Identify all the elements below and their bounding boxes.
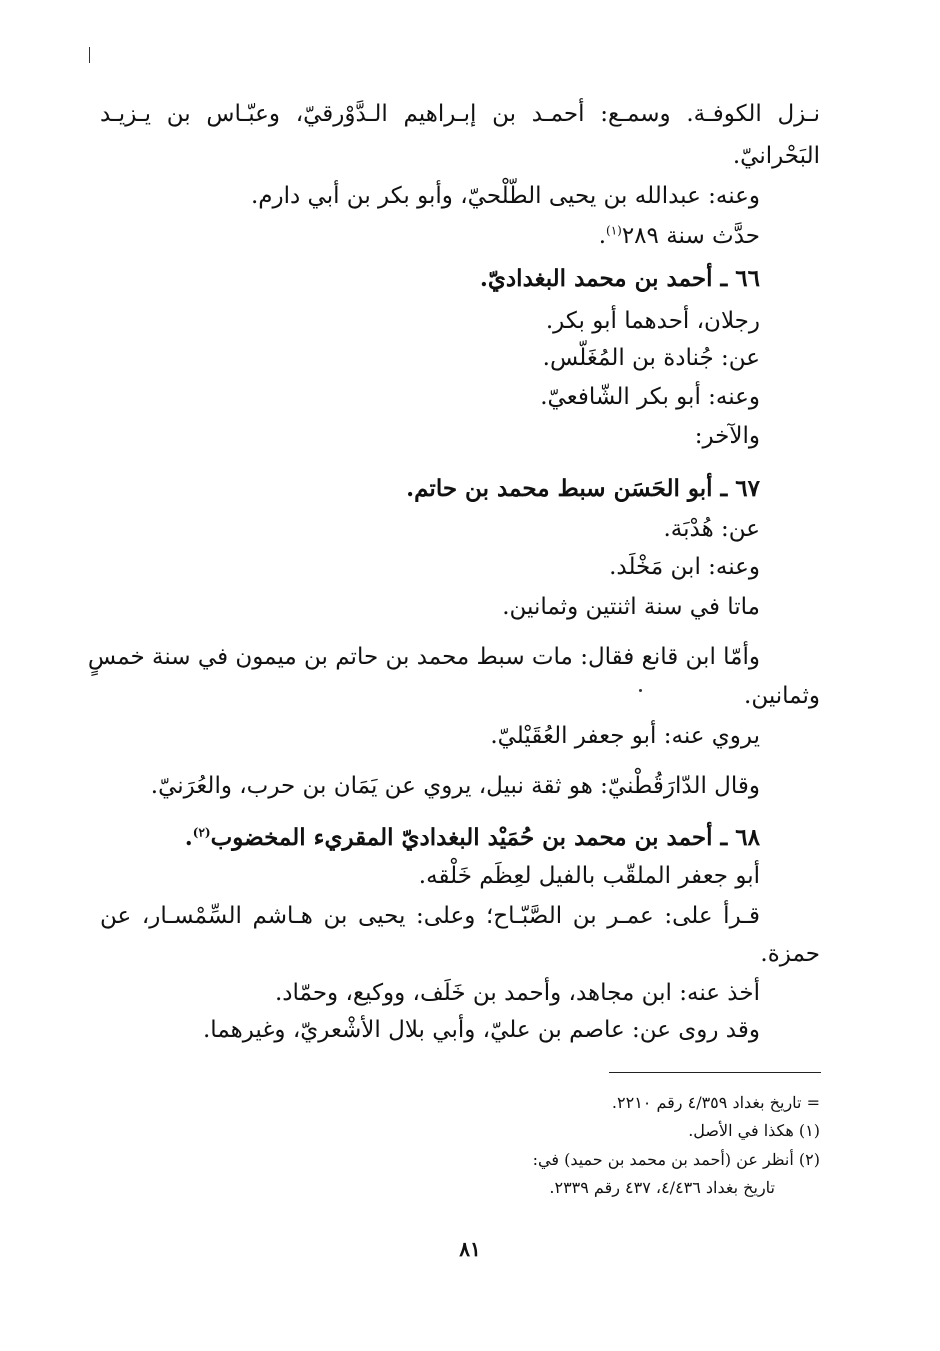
footnote-continuation: = تاريخ بغداد ٤/٣٥٩ رقم ٢٢١٠. [611,1093,820,1112]
text-line-23: وقد روى عن: عاصم بن عليّ، وأبي بلال الأشْعريّ، وغيرهما. [203,1017,760,1043]
entry-68-heading [185,822,760,854]
text-line-14: وأمّا ابن قانع فقال: مات سبط محمد بن حاتم بن ميمون في سنة خمسٍ [87,644,760,670]
entry-66-heading: ٦٦ ـ أحمد بن محمد البغداديّ. [479,265,760,292]
text-line-15: وثمانين. [744,683,820,709]
text-line-7: عن: جُنادة بن المُغَلّس. [542,345,760,371]
page-number: ٨١ [459,1237,481,1261]
footnote-separator [609,1072,821,1073]
footnote-ref-1: (١) [606,223,622,238]
entry-67-heading: ٦٧ ـ أبو الحَسَن سبط محمد بن حاتم. [406,475,760,502]
text-line-1: نـزل الكوفـة. وسمـع: أحمـد بن إبـراهيم الـدَّوْرقيّ، وعبّـاس بن يـزيـد [100,101,820,127]
text-line-8: وعنه: أبو بكر الشّافعيّ. [540,384,760,410]
entry-68-heading-text: ٦٨ ـ أحمد بن محمد بن حُمَيْد البغداديّ المقريء المخضوب [210,824,760,851]
scan-mark-middle [639,689,642,692]
entry-68-heading-end: . [184,824,193,851]
text-line-13: ماتا في سنة اثنتين وثمانين. [502,594,760,620]
text-line-9: والآخر: [694,423,760,449]
text-line-2: البَحْرانيّ. [732,143,820,169]
text-line-17: وقال الدّارَقُطْنيّ: هو ثقة نبيل، يروي عن يَمَان بن حرب، والعُرَنيّ. [150,773,760,799]
footnote-2-continuation: تاريخ بغداد ٤/٤٣٦، ٤٣٧ رقم ٢٣٣٩. [549,1178,775,1197]
text-line-22: أخذ عنه: ابن مجاهد، وأحمد بن خَلَف، ووكيع، وحمّاد. [274,980,760,1006]
text-line-19: أبو جعفر الملقّب بالفيل لعِظَم خَلْقه. [418,863,760,889]
footnote-ref-2: (٢) [192,825,211,840]
scan-mark-top [89,47,90,63]
text-line-16: يروي عنه: أبو جعفر العُقَيْليّ. [490,723,760,749]
footnote-2: (٢) أنظر عن (أحمد بن محمد بن حميد) في: [532,1150,820,1169]
text-line-4 [599,220,760,252]
text-line-11: عن: هُدْبَة. [663,516,760,542]
text-line-4-body: حدَّث سنة ٢٨٩ [621,223,760,249]
footnote-1: (١) هكذا في الأصل. [688,1121,820,1140]
text-line-3: وعنه: عبدالله بن يحيى الطّلْحيّ، وأبو بكر بن أبي دارم. [250,183,760,209]
text-line-21: حمزة. [760,941,820,967]
text-line-4-end: . [598,223,606,249]
text-line-12: وعنه: ابن مَخْلَد. [609,554,760,580]
text-line-20: قـرأ على: عمـر بن الصَّبّـاح؛ وعلى: يحيى بن هـاشم السِّمْسـار، عن [100,903,760,929]
text-line-6: رجلان، أحدهما أبو بكر. [545,308,760,334]
